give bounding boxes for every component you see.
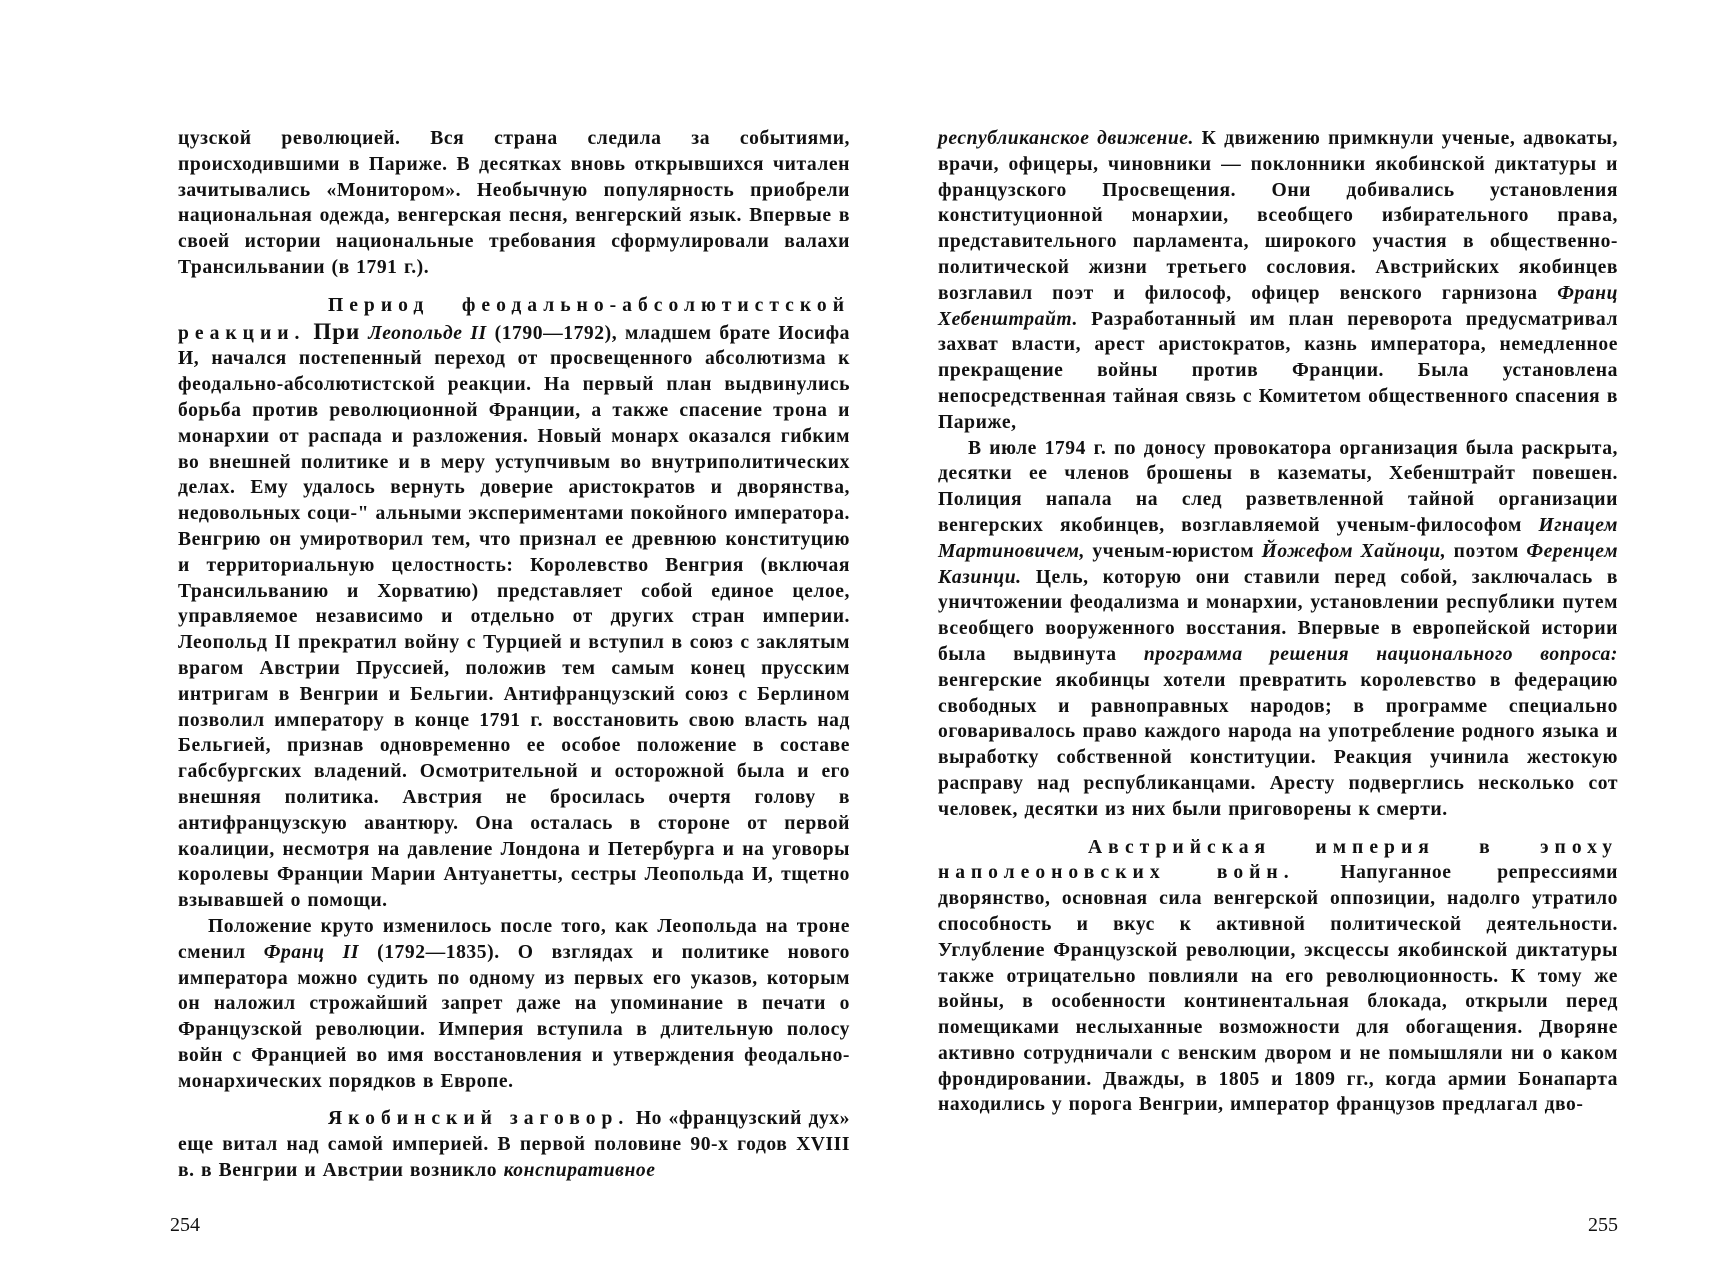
paragraph: республиканское движение. К движению примкнули ученые, адвокаты, врачи, офицеры, чиновники — поклонники якобинской диктатуры и французского Просвещения. Они добивались установления конституционной монархии, всеобщего избирательного права, представительного парламента, широкого участия в общественно-политической жизни третьего сословия. Австрийских якобинцев возглавил поэт и философ, офицер венского гарнизона Франц Хебенштрайт. Разработанный им план переворота предусматривал захват власти, арест аристократов, казнь императора, немедленное прекращение войны против Франции. Была установлена непосредственная тайная связь с Комитетом общественного спасения в Париже, (938, 128, 1619, 433)
paragraph: Период феодально-абсолютистской реакции. При Леопольде II (1790—1792), младшем брате Иосифа И, начался постепенный переход от просвещенного абсолютизма к феодально-абсолютистской реакции. На первый план выдвинулись борьба против революционной Франции, а также спасение трона и монархии от распада и разложения. Новый монарх оказался гибким во внешней политике и в меру уступчивым во внутриполитических делах. Ему удалось вернуть доверие аристократов и дворянства, недовольных соци-" альными экспериментами покойного императора. Венгрию он умиротворил тем, что признал ее древнюю конституцию и территориальную целостность: Королевство Венгрия (включая Трансильванию и Хорватию) представляет собой единое целое, управляемое независимо и отдельно от других стран империи. Леопольд II прекратил войну с Турцией и вступил в союз с заклятым врагом Австрии Пруссией, положив тем самым конец прусским интригам в Венгрии и Бельгии. Антифранцузский союз с Берлином позволил императору в конце 1791 г. восстановить свою власть над Бельгией, признав одновременно ее особое положение в составе габсбургских владений. Осмотрительной и осторожной была и его внешняя политика. Австрия не бросилась очертя голову в антифранцузскую авантюру. Она осталась в стороне от первой коалиции, несмотря на давление Лондона и Петербурга и на уговоры королевы Франции Марии Антуанетты, сестры Леопольда И, тщетно взывавшей о помощи. (178, 294, 851, 912)
person-name: Йожефом Хайноци, (1261, 540, 1447, 562)
section-heading: Период феодально-абсолютистской реакции. (178, 294, 850, 344)
page-number: 255 (1588, 1214, 1618, 1236)
paragraph: Якобинский заговор. Но «французский дух» еще витал над самой империей. В первой половине 90-х годов XVIII в. в Венгрии и Австрии возникло конспиративное (178, 1108, 851, 1182)
right-page (868, 0, 1735, 1262)
person-name: Леопольде II (368, 322, 487, 344)
right-text-column (938, 126, 1618, 1118)
person-name: Франц Хебенштрайт. (938, 282, 1619, 330)
person-name: Игнацем Мартиновичем, (938, 514, 1618, 562)
person-name: Ференцем Казинци. (938, 540, 1619, 588)
paragraph: Положение круто изменилось после того, как Леопольда на троне сменил Франц II (1792—1835). О взглядах и политике нового императора можно судить по одному из первых его указов, которым он наложил строжайший запрет даже на упоминание в печати о Французской революции. Империя вступила в длительную полосу войн с Францией во имя восстановления и утверждения феодально-монархических порядков в Европе. (178, 915, 850, 1092)
left-text-column (178, 126, 850, 1184)
paragraph: В июле 1794 г. по доносу провокатора организация была раскрыта, десятки ее членов брошены в казематы, Хебенштрайт повешен. Полиция напала на след разветвленной тайной организации венгерских якобинцев, возглавляемой ученым-философом Игнацем Мартиновичем, ученым-юристом Йожефом Хайноци, поэтом Ференцем Казинци. Цель, которую они ставили перед собой, заключалась в уничтожении феодализма и монархии, установлении республики путем всеобщего вооруженного восстания. Впервые в европейской истории была выдвинута программа решения национального вопроса: венгерские якобинцы хотели превратить королевство в федерацию свободных и равноправных народов; в программе специально оговаривалось право каждого народа на употребление родного языка и выработку собственной конституции. Реакция учинила жестокую расправу над республиканцами. Аресту подверглись несколько сот человек, десятки из них были приговорены к смерти. (938, 437, 1619, 820)
section-heading: Австрийская империя в эпоху наполеоновских войн. (938, 836, 1618, 884)
section-heading: Якобинский заговор. (328, 1108, 630, 1130)
page-number: 254 (170, 1214, 200, 1236)
paragraph: Австрийская империя в эпоху наполеоновских войн. Напуганное репрессиями дворянство, основная сила венгерской оппозиции, надолго утратило способность и вкус к активной политической деятельности. Углубление Французской революции, эксцессы якобинской диктатуры также отрицательно повлияли на его революционность. К тому же войны, в особенности континентальная блокада, открыли перед помещиками неслыханные возможности для обогащения. Дворяне активно сотрудничали с венским двором и не помышляли ни о каком фрондировании. Дважды, в 1805 и 1809 гг., когда армии Бонапарта находились у порога Венгрии, император французов предлагал дво- (938, 836, 1618, 1116)
person-name: Франц II (263, 941, 359, 963)
paragraph: цузской революцией. Вся страна следила за событиями, происходившими в Париже. В десятках вновь открывшихся читален зачитывались «Монитором». Необычную популярность приобрели национальная одежда, венгерская песня, венгерский язык. Впервые в своей истории национальные требования сформулировали валахи Трансильвании (в 1791 г.). (178, 128, 850, 278)
